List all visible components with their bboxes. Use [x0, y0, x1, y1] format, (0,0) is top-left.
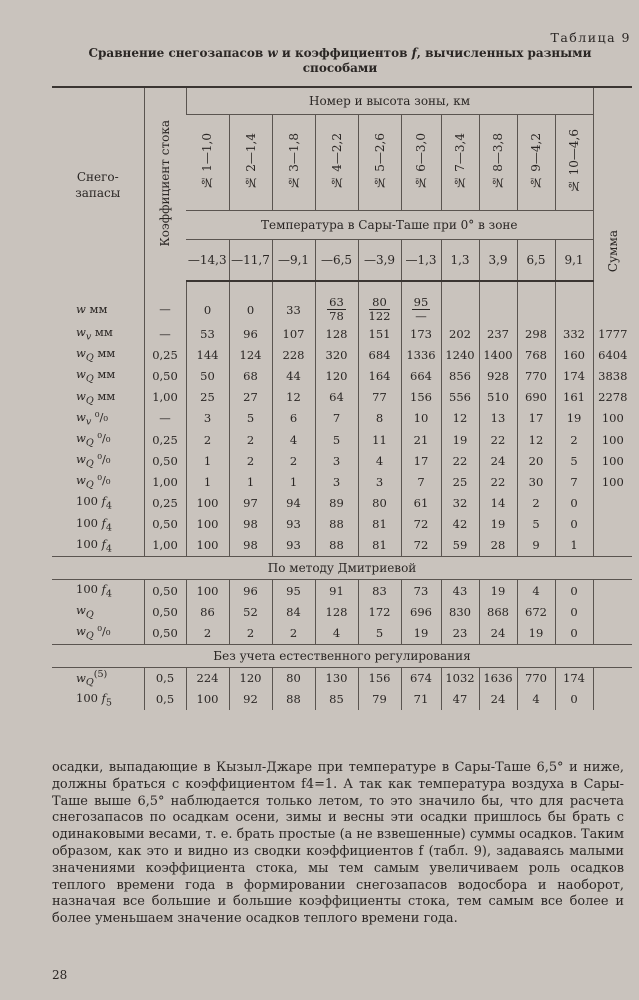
- table-cell: 128: [315, 323, 358, 344]
- table-cell: 83: [358, 580, 401, 602]
- table-cell: 298: [517, 323, 555, 344]
- table-cell: 88: [315, 514, 358, 535]
- table-cell: 0: [555, 689, 593, 710]
- table-cell: 2: [272, 622, 315, 644]
- table-cell: 100: [186, 535, 229, 557]
- table-cell: 0: [555, 580, 593, 602]
- table-cell: 510: [479, 387, 517, 408]
- table-cell: 173: [401, 323, 441, 344]
- table-cell: 2: [229, 450, 272, 471]
- zone-header-5: № 5—2,6: [358, 115, 401, 211]
- table-cell: 202: [441, 323, 479, 344]
- table-cell: 53: [186, 323, 229, 344]
- table-cell: 4: [315, 622, 358, 644]
- table-cell: 22: [479, 429, 517, 450]
- table-cell: 93: [272, 535, 315, 557]
- row-label: $w_Q$: [76, 603, 94, 621]
- table-row: [52, 450, 632, 471]
- zone-header-3: № 3—1,8: [272, 115, 315, 211]
- row-label: $w_Q$ ⁰/₀: [76, 430, 111, 449]
- header-snow: Снего- запасы: [75, 169, 121, 200]
- title-part-3: , вычисленных разными способами: [302, 46, 592, 75]
- table-cell: 64: [315, 387, 358, 408]
- table-cell: 25: [186, 387, 229, 408]
- table-cell: 4: [517, 580, 555, 602]
- table-cell: 91: [315, 580, 358, 602]
- table-cell: 224: [186, 667, 229, 689]
- table-cell: 14: [479, 493, 517, 514]
- sum-cell: [593, 281, 632, 323]
- temp-header-9: 6,5: [517, 240, 555, 282]
- table-cell: 98: [229, 514, 272, 535]
- table-cell: 59: [441, 535, 479, 557]
- table-cell: 5: [517, 514, 555, 535]
- table-cell: 19: [401, 622, 441, 644]
- zone-header-4: № 4—2,2: [315, 115, 358, 211]
- row-label: $w_Q$ мм: [76, 346, 116, 364]
- table-cell: 7: [401, 471, 441, 492]
- table-cell: 89: [315, 493, 358, 514]
- zone-header-8: № 8—3,8: [479, 115, 517, 211]
- table-cell: 2: [555, 429, 593, 450]
- sum-cell: [593, 493, 632, 514]
- table-cell: 770: [517, 667, 555, 689]
- table-cell: 12: [441, 408, 479, 429]
- sum-cell: [593, 667, 632, 689]
- table-cell: 1: [555, 535, 593, 557]
- table-cell: 2: [229, 429, 272, 450]
- table-cell: 1: [186, 450, 229, 471]
- table-cell: 71: [401, 689, 441, 710]
- table-cell: 100: [186, 493, 229, 514]
- table-cell: 684: [358, 344, 401, 365]
- table-cell: 7: [315, 408, 358, 429]
- table-row: [52, 387, 632, 408]
- title-var-f: f: [411, 46, 417, 60]
- runoff-coefficient: 0,50: [144, 450, 186, 471]
- header-temp-title: Температура в Сары-Таше при 0° в зоне: [186, 211, 593, 240]
- table-cell: 85: [315, 689, 358, 710]
- table-cell: 24: [479, 450, 517, 471]
- table-cell: 156: [358, 667, 401, 689]
- sum-cell: 100: [593, 429, 632, 450]
- runoff-coefficient: 0,50: [144, 365, 186, 386]
- table-cell: 151: [358, 323, 401, 344]
- table-cell: 43: [441, 580, 479, 602]
- table-cell: 47: [441, 689, 479, 710]
- table-cell: 3: [358, 471, 401, 492]
- table-cell: 2: [517, 493, 555, 514]
- row-label: 100 $f_4$: [76, 494, 112, 512]
- temp-header-4: —6,5: [315, 240, 358, 282]
- table-cell: 161: [555, 387, 593, 408]
- table-cell: 19: [479, 514, 517, 535]
- body-paragraph: осадки, выпадающие в Кызыл-Джаре при температуре в Сары-Таше 6,5° и ниже, должны браться с коэффициентом f4=1. А так как температура воздуха в Сары-Таше выше 6,5° наблюдается только летом, то это значило бы, что для расчета снегозапасов по осадкам осени, зимы и весны эти осадки пришлось бы брать с одинаковыми весами, т. е. брать простые (а не взвешенные) суммы осадков. Таким образом, как это и видно из сводки коэффициентов f (табл. 9), задаваясь малыми значениями коэффициента стока, мы тем самым увеличиваем роль осадков теплого времени года в формировании снегозапасов водосбора и наоборот, назначая все большие и большие коэффициенты стока, тем самым все более и более уменьшаем значение осадков теплого времени года.: [52, 760, 624, 927]
- runoff-coefficient: 0,25: [144, 344, 186, 365]
- table-cell: 320: [315, 344, 358, 365]
- runoff-coefficient: 1,00: [144, 471, 186, 492]
- table-row: [52, 429, 632, 450]
- table-cell: 1: [229, 471, 272, 492]
- table-cell: 674: [401, 667, 441, 689]
- table-row: [52, 580, 632, 602]
- table-cell: 28: [479, 535, 517, 557]
- table-cell: 19: [517, 622, 555, 644]
- table-cell: 94: [272, 493, 315, 514]
- table-cell: 79: [358, 689, 401, 710]
- table-cell: 2: [186, 622, 229, 644]
- table-cell: 84: [272, 601, 315, 622]
- table-cell: 4: [517, 689, 555, 710]
- table-cell: 6: [272, 408, 315, 429]
- table-cell: [555, 281, 593, 323]
- runoff-coefficient: 0,50: [144, 580, 186, 602]
- table-cell: 9: [517, 535, 555, 557]
- table-cell: 107: [272, 323, 315, 344]
- sum-cell: 1777: [593, 323, 632, 344]
- table-row: [52, 514, 632, 535]
- table-cell: 174: [555, 667, 593, 689]
- header-zone-title: Номер и высота зоны, км: [186, 87, 593, 115]
- runoff-coefficient: 0,50: [144, 601, 186, 622]
- table-title: [60, 46, 620, 76]
- zone-header-2: № 2—1,4: [229, 115, 272, 211]
- table-cell: 856: [441, 365, 479, 386]
- row-label: 100 $f_5$: [76, 690, 112, 709]
- table-cell: 22: [441, 450, 479, 471]
- table-cell: 1336: [401, 344, 441, 365]
- runoff-coefficient: 0,25: [144, 493, 186, 514]
- table-cell: 22: [479, 471, 517, 492]
- sum-cell: 2278: [593, 387, 632, 408]
- table-cell: 44: [272, 365, 315, 386]
- table-cell: 1032: [441, 667, 479, 689]
- zone-header-6: № 6—3,0: [401, 115, 441, 211]
- table-cell: 97: [229, 493, 272, 514]
- table-cell: 17: [401, 450, 441, 471]
- table-cell: 2: [272, 450, 315, 471]
- table-cell: 124: [229, 344, 272, 365]
- table-cell: 768: [517, 344, 555, 365]
- page-number: 28: [52, 968, 68, 982]
- table-row: [52, 365, 632, 386]
- sum-cell: 100: [593, 471, 632, 492]
- table-cell: 156: [401, 387, 441, 408]
- runoff-coefficient: 0,25: [144, 429, 186, 450]
- table-cell: 556: [441, 387, 479, 408]
- table-cell: 164: [358, 365, 401, 386]
- row-label: $w_v$ ⁰/₀: [76, 409, 109, 427]
- table-cell: 120: [229, 667, 272, 689]
- table-cell: 72: [401, 514, 441, 535]
- table-cell: 10: [401, 408, 441, 429]
- table-cell: 92: [229, 689, 272, 710]
- runoff-coefficient: 1,00: [144, 535, 186, 557]
- table-cell: 42: [441, 514, 479, 535]
- table-row: [52, 535, 632, 557]
- sum-cell: 100: [593, 450, 632, 471]
- table-cell: 72: [401, 535, 441, 557]
- table-cell: [479, 281, 517, 323]
- table-cell: 672: [517, 601, 555, 622]
- runoff-coefficient: 1,00: [144, 387, 186, 408]
- table-cell: 696: [401, 601, 441, 622]
- row-label: $w_Q^{(5)}$: [76, 668, 108, 688]
- table-cell: 1: [272, 471, 315, 492]
- table-cell: 5: [555, 450, 593, 471]
- temp-header-1: —14,3: [186, 240, 229, 282]
- table-cell: 32: [441, 493, 479, 514]
- title-var-w: w: [267, 46, 278, 60]
- table-cell: 93: [272, 514, 315, 535]
- table-cell: 0: [555, 601, 593, 622]
- table-cell: 120: [315, 365, 358, 386]
- table-cell: 128: [315, 601, 358, 622]
- table-cell: 61: [401, 493, 441, 514]
- table-row: [52, 471, 632, 492]
- table-cell: 25: [441, 471, 479, 492]
- table-cell: 172: [358, 601, 401, 622]
- section-no-regulation: Без учета естественного регулирования: [52, 644, 632, 667]
- temp-header-8: 3,9: [479, 240, 517, 282]
- table-cell: 1240: [441, 344, 479, 365]
- table-cell: 160: [555, 344, 593, 365]
- row-label: $w_Q$ ⁰/₀: [76, 473, 111, 491]
- sum-cell: [593, 601, 632, 622]
- table-cell: 13: [479, 408, 517, 429]
- table-cell: 770: [517, 365, 555, 386]
- table-cell: 100: [186, 580, 229, 602]
- table-cell: 27: [229, 387, 272, 408]
- table-cell: 0: [229, 281, 272, 323]
- runoff-coefficient: —: [144, 323, 186, 344]
- table-cell: 50: [186, 365, 229, 386]
- table-cell: 98: [229, 535, 272, 557]
- table-cell: 5: [229, 408, 272, 429]
- table-cell: 52: [229, 601, 272, 622]
- title-part-2: и коэффициентов: [277, 46, 412, 60]
- table-cell: 830: [441, 601, 479, 622]
- row-label: $w_Q$ ⁰/₀: [76, 452, 111, 470]
- temp-header-10: 9,1: [555, 240, 593, 282]
- table-cell: 23: [441, 622, 479, 644]
- table-cell: 12: [517, 429, 555, 450]
- table-cell: 21: [401, 429, 441, 450]
- runoff-coefficient: —: [144, 281, 186, 323]
- table-cell: 868: [479, 601, 517, 622]
- zone-header-7: № 7—3,4: [441, 115, 479, 211]
- table-cell: 0: [555, 493, 593, 514]
- sum-cell: 3838: [593, 365, 632, 386]
- table-cell: 24: [479, 622, 517, 644]
- table-cell: 68: [229, 365, 272, 386]
- table-row: [52, 493, 632, 514]
- table-cell: 690: [517, 387, 555, 408]
- table-cell: 73: [401, 580, 441, 602]
- sum-cell: [593, 580, 632, 602]
- table-cell: 130: [315, 667, 358, 689]
- temp-header-3: —9,1: [272, 240, 315, 282]
- temp-header-6: —1,3: [401, 240, 441, 282]
- sum-cell: 100: [593, 408, 632, 429]
- table-cell: 7: [555, 471, 593, 492]
- zone-header-9: № 9—4,2: [517, 115, 555, 211]
- table-row: [52, 667, 632, 689]
- table-cell: 80: [358, 493, 401, 514]
- table-cell: 3: [315, 450, 358, 471]
- sum-cell: 6404: [593, 344, 632, 365]
- runoff-coefficient: —: [144, 408, 186, 429]
- runoff-coefficient: 0,50: [144, 514, 186, 535]
- table-cell: [441, 281, 479, 323]
- table-cell: [517, 281, 555, 323]
- table-cell: 0: [555, 622, 593, 644]
- table-cell: 20: [517, 450, 555, 471]
- table-cell: 1: [186, 471, 229, 492]
- table-cell: 0: [186, 281, 229, 323]
- table-cell: 5: [315, 429, 358, 450]
- table-cell: 88: [272, 689, 315, 710]
- table-cell: 77: [358, 387, 401, 408]
- zone-header-10: № 10—4,6: [555, 115, 593, 211]
- table-cell: 928: [479, 365, 517, 386]
- table-cell: 11: [358, 429, 401, 450]
- table-cell: 5: [358, 622, 401, 644]
- table-cell: 237: [479, 323, 517, 344]
- row-label: 100 $f_4$: [76, 536, 112, 555]
- table-row: [52, 622, 632, 644]
- table-cell: 1636: [479, 667, 517, 689]
- table-cell: $\frac{95}{—}$: [401, 281, 441, 323]
- table-cell: $\frac{80}{122}$: [358, 281, 401, 323]
- table-cell: 96: [229, 323, 272, 344]
- table-cell: 8: [358, 408, 401, 429]
- table-cell: 3: [186, 408, 229, 429]
- section-dmitrieva: По методу Дмитриевой: [52, 557, 632, 580]
- table-cell: 3: [315, 471, 358, 492]
- title-part-1: Сравнение снегозапасов: [88, 46, 268, 60]
- temp-header-5: —3,9: [358, 240, 401, 282]
- row-label: $w_Q$ мм: [76, 367, 116, 385]
- table-cell: 96: [229, 580, 272, 602]
- table-number: Таблица 9: [550, 30, 631, 45]
- table-cell: 174: [555, 365, 593, 386]
- temp-header-7: 1,3: [441, 240, 479, 282]
- table-cell: 100: [186, 689, 229, 710]
- row-label: 100 $f_4$: [76, 515, 112, 533]
- row-label: 100 $f_4$: [76, 582, 112, 600]
- table-cell: 0: [555, 514, 593, 535]
- table-cell: 17: [517, 408, 555, 429]
- zone-header-1: № 1—1,0: [186, 115, 229, 211]
- table-cell: 4: [272, 429, 315, 450]
- table-cell: 12: [272, 387, 315, 408]
- header-sum: Сумма: [593, 87, 632, 281]
- table-cell: 332: [555, 323, 593, 344]
- sum-cell: [593, 514, 632, 535]
- table-cell: 144: [186, 344, 229, 365]
- table-row: [52, 689, 632, 710]
- sum-cell: [593, 622, 632, 644]
- row-label: $w_Q$ мм: [76, 388, 116, 406]
- row-label: $w_Q$ ⁰/₀: [76, 624, 111, 642]
- table-cell: 228: [272, 344, 315, 365]
- table-cell: 19: [479, 580, 517, 602]
- row-label: $w_v$ мм: [76, 324, 113, 343]
- data-table: [52, 86, 632, 710]
- sum-cell: [593, 535, 632, 557]
- table-cell: 81: [358, 535, 401, 557]
- runoff-coefficient: 0,5: [144, 667, 186, 689]
- table-cell: 24: [479, 689, 517, 710]
- table-cell: 88: [315, 535, 358, 557]
- table-cell: 100: [186, 514, 229, 535]
- table-cell: 80: [272, 667, 315, 689]
- table-cell: 19: [555, 408, 593, 429]
- table-cell: 1400: [479, 344, 517, 365]
- sum-cell: [593, 689, 632, 710]
- temp-header-2: —11,7: [229, 240, 272, 282]
- table-cell: 33: [272, 281, 315, 323]
- row-label: w мм: [76, 302, 108, 316]
- table-cell: 95: [272, 580, 315, 602]
- table-row: [52, 344, 632, 365]
- table-cell: 86: [186, 601, 229, 622]
- table-row: [52, 281, 632, 323]
- table-cell: 4: [358, 450, 401, 471]
- table-cell: 30: [517, 471, 555, 492]
- table-cell: 2: [229, 622, 272, 644]
- table-row: [52, 601, 632, 622]
- table-cell: 81: [358, 514, 401, 535]
- table-cell: 2: [186, 429, 229, 450]
- runoff-coefficient: 0,50: [144, 622, 186, 644]
- table-row: [52, 323, 632, 344]
- header-runoff: Коэффициент стока: [144, 87, 186, 281]
- table-cell: 664: [401, 365, 441, 386]
- table-cell: $\frac{63}{78}$: [315, 281, 358, 323]
- table-row: [52, 408, 632, 429]
- table-cell: 19: [441, 429, 479, 450]
- runoff-coefficient: 0,5: [144, 689, 186, 710]
